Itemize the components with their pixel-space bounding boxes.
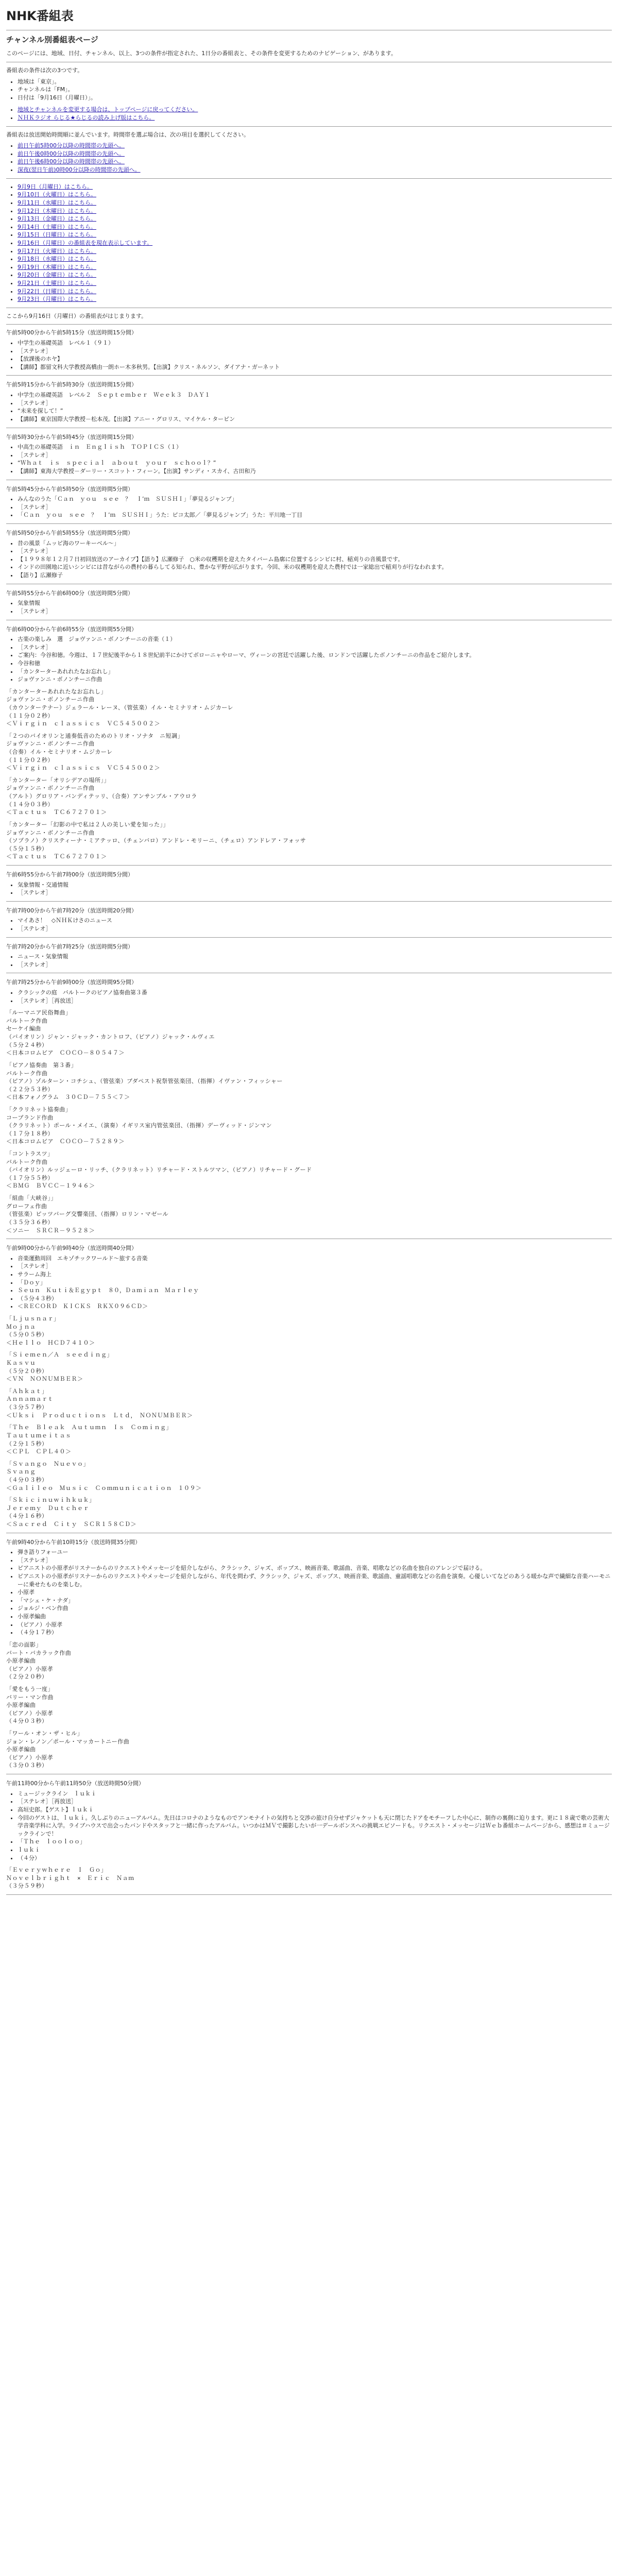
date-link[interactable]: 9月19日（木曜日）はこちら。 [18, 263, 96, 270]
program-detail: • 【講師】東京国際大学教授－松本茂。【出演】アニー・グロリス、マイケル・ターピン [18, 415, 612, 423]
program-time: 午前5時15分から午前5時30分（放送時間15分間） [6, 381, 137, 388]
music-line: グローフェ作曲 [6, 1202, 47, 1210]
music-line: （２分１５秒） [6, 1440, 48, 1447]
music-line: 小原孝編曲 [6, 1702, 36, 1709]
program-detail: • ［ステレオ］ [18, 961, 612, 969]
music-line: Ａｎｎａｍａｒｔ [6, 1396, 54, 1403]
time-nav-header: 番組表は放送開始時間順に並んでいます。時間帯を選ぶ場合は、次の項目を選択してください。 [6, 131, 250, 138]
music-line: ＜Ｓａｃｒｅｄ Ｃｉｔｙ ＳＣＲ１５８ＣＤ＞ [6, 1521, 136, 1528]
music-line: 「ワール・オン・ザ・ヒル」 [6, 1730, 83, 1737]
program-time: 午前5時50分から午前5時55分（放送時間5分間） [6, 530, 133, 537]
program-detail: • 高垣史郎。【ゲスト】ｌｕｋｉ [18, 1806, 612, 1814]
music-line: ＜Ｔａｃｔｕｓ ＴＣ６７２７０１＞ [6, 853, 107, 860]
program-details [6, 339, 612, 371]
program-detail: • 今回のゲストは、ｌｕｋｉ。久しぶりのニューアルバム。先日はコロナのようなものでアンモナイトの気持ちと交渉の旅け自分せずジャケットも天に閉じたドアをモチーフした中心に、制作の裏側に迫ります。更に１８歳で歌の芸術大学音楽学科に入学。ライブハウスで出会ったバンドやスタッフと一緒に作ったアルバム。いつかはＭＶで撮影したいが一デールボンスへの挑戦エピソードも。リクエスト・メッセージはＷｅｂ番組ホームページから、感想は＃ミュージックラインで！ [18, 1814, 612, 1838]
program-time: 午前9時40分から午前10時15分（放送時間35分間） [6, 1538, 141, 1546]
program-entry [6, 1780, 612, 1895]
music-line: （１４分０３秒） [6, 801, 54, 808]
program-detail: • 音楽運動周回 エキゾチックワールド～旅する音楽 [18, 1255, 612, 1263]
music-line: ＜Ｖｉｒｇｉｎ ｃｌａｓｓｉｃｓ ＶＣ５４５００２＞ [6, 765, 160, 772]
music-line: （５分１５秒） [6, 845, 48, 852]
music-block [6, 1009, 612, 1057]
music-block [6, 1460, 612, 1492]
music-line: 「Ｔｈｅ Ｂｌｅａｋ Ａｕｔｕｍｎ Ｉｓ Ｃｏｍｉｎｇ」 [6, 1424, 172, 1431]
music-line: ＜ソニー ＳＲＣＲ－９５２８＞ [6, 1227, 95, 1234]
program-detail: • 中学生の基礎英語 レベル２ Ｓｅｐｔｅｍｂｅｒ Ｗｅｅｋ３ ＤＡＹ１ [18, 391, 612, 399]
program-entry [6, 589, 612, 620]
intro-text: このページには、地域、日付、チャンネル、以上、3つの条件が指定された、1日分の番組表と、その条件を変更するためのナビゲーション、があります。 [6, 50, 397, 57]
program-detail: • 【講師】都留文科大学教授高橋由一朗ホー木多秋男。【出演】クリス・ネルソン、ダイアナ・ガーネット [18, 363, 612, 371]
program-entry [6, 1538, 612, 1774]
divider [6, 901, 612, 902]
music-line: （４分１６秒） [6, 1513, 48, 1520]
program-details [6, 635, 612, 684]
program-detail: • 「カンターターあれれたなお忘れし」 [18, 668, 612, 676]
music-line: Ｍｏｊｎａ [6, 1323, 36, 1330]
music-line: （３分５９秒） [6, 1883, 48, 1890]
condition-item: • 日付は「9月16日（月曜日）」。 [18, 94, 612, 102]
program-detail: • ［ステレオ］ [18, 503, 612, 512]
date-link[interactable]: 9月20日（金曜日）はこちら。 [18, 272, 96, 279]
program-detail: • 昔の風景「ムッピ海のワーキーベル～」 [18, 539, 612, 548]
program-detail: • みんなのうた「Ｃａｎ ｙｏｕ ｓｅｅ ？ Ｉ’ｍ ＳＵＳＨＩ」「夢見るジャンプ」 [18, 495, 612, 503]
program-list [6, 329, 612, 1895]
page-subtitle: チャンネル別番組表ページ [6, 35, 98, 45]
music-line: ＜Ｖｉｒｇｉｎ ｃｌａｓｓｉｃｓ ＶＣ５４５００２＞ [6, 720, 160, 727]
music-line: Ｓｖａｎｇ [6, 1468, 36, 1476]
program-detail: • ミュージックライン ｌｕｋｉ [18, 1790, 612, 1798]
music-line: 「２つのバイオリンと通奏低音のためのトリオ・ソナタ ニ短調」 [6, 732, 184, 739]
program-detail: • サラーム海上 [18, 1270, 612, 1279]
music-block [6, 1685, 612, 1725]
music-line: コープランド作曲 [6, 1114, 54, 1121]
divider [6, 324, 612, 325]
divider [6, 937, 612, 938]
program-detail: • ［ステレオ］ [18, 925, 612, 933]
program-entry [6, 907, 612, 938]
program-detail: • ［ステレオ］ [18, 1556, 612, 1565]
program-entry [6, 943, 612, 974]
music-line: （クラリネット）ポール・メイエ、（演奏）イギリス室内管弦楽団、（指揮）デーヴィッド・ジンマン [6, 1122, 272, 1129]
program-detail: • インドの田園地に近いシンビには昔ながらの農村の暮らしてる知られ、豊かな平野が広がります。今回、米の収穫期を迎えた農村では一家総出で稲刈りが行なわれます。 [18, 563, 612, 571]
music-line: 小原孝編曲 [6, 1657, 36, 1665]
music-line: 「恋の面影」 [6, 1641, 42, 1648]
program-entry [6, 485, 612, 524]
time-link[interactable]: 前日午後6時00分以降の時間帯の先頭へ。 [18, 158, 125, 165]
program-detail: • “未来を探して！” [18, 407, 612, 415]
program-detail: • 「Ｄｏｙ」 [18, 1279, 612, 1287]
music-line: （合奏）イル・セミナリオ・ムジカーレ [6, 749, 113, 756]
music-line: ＜Ｕｋｓｉ Ｐｒｏｄｕｃｔｉｏｎｓ Ｌｔｄ， ＮＯＮＵＭＢＥＲ＞ [6, 1412, 193, 1419]
music-line: 小原孝編曲 [6, 1746, 36, 1753]
date-link[interactable]: 9月15日（日曜日）はこちら。 [18, 231, 96, 239]
music-line: （４分０３秒） [6, 1718, 48, 1725]
program-detail: • ご案内：今谷和徳。今週は、１７世紀後半から１８世紀前半にかけてボローニャやローマ、ヴィーンの宮廷で活躍した後、ロンドンで活躍したボノンチーニの作品をご紹介します。 [18, 651, 612, 659]
conditions-header: 番組表の条件は次の3つです。 [6, 66, 83, 74]
music-line: （管弦楽）ピッツバーグ交響楽団、（指揮）ロリン・マゼール [6, 1211, 169, 1218]
program-detail: • ［ステレオ］ [18, 399, 612, 408]
music-line: （ピアノ）ゾルターン・コチシュ、（管弦楽）ブダペスト祝祭管弦楽団、（指揮）イヴァン・フィッシャー [6, 1078, 283, 1085]
program-detail: • ［ステレオ］ [18, 889, 612, 897]
music-line: （ピアノ）小原孝 [6, 1754, 54, 1761]
divider [6, 126, 612, 127]
music-line: 「カンターター「オリシデアの場所」」 [6, 776, 110, 784]
program-details [6, 391, 612, 423]
music-line: 「コントラスツ」 [6, 1150, 54, 1158]
music-line: Ｋａｓｖｕ [6, 1360, 36, 1367]
music-line: （１７分５５秒） [6, 1174, 54, 1181]
music-line: （ソプラノ）クリスティーナ・ミアテッロ、（チェンバロ）アンドレ・モリーニ、（チェロ）アンドレア・フォッサ [6, 837, 306, 844]
date-link[interactable]: 9月23日（月曜日）はこちら。 [18, 296, 96, 303]
condition-item: • 地域は「東京」。 [18, 78, 612, 86]
program-detail: • ジョヴァンニ・ボノンチーニ作曲 [18, 675, 612, 684]
music-block [6, 1150, 612, 1190]
music-line: ＜ＢＭＧ ＢＶＣＣ－１９４６＞ [6, 1182, 95, 1190]
music-line: 「ピアノ協奏曲 第３番」 [6, 1061, 77, 1069]
program-time: 午前9時00分から午前9時40分（放送時間40分間） [6, 1245, 137, 1252]
date-link[interactable]: 9月22日（日曜日）はこちら。 [18, 287, 96, 295]
music-line: （３５分３６秒） [6, 1218, 54, 1226]
program-detail: • ｌｕｋｉ [18, 1846, 612, 1854]
conditions-list [6, 78, 612, 102]
program-time: 午前5時55分から午前6時00分（放送時間5分間） [6, 589, 133, 597]
music-line: （２２分５３秒） [6, 1086, 54, 1093]
date-link[interactable]: 9月12日（木曜日）はこちら。 [18, 207, 96, 214]
program-details [6, 495, 612, 519]
date-link[interactable]: 9月17日（火曜日）はこちら。 [18, 247, 96, 255]
music-line: Ｎｏｖｅｌｂｒｉｇｈｔ × Ｅｒｉｃ Ｎａｍ [6, 1874, 134, 1882]
music-block [6, 1315, 612, 1347]
music-block [6, 1730, 612, 1770]
music-line: 「Ａｈｋａｔ」 [6, 1387, 48, 1395]
music-line: （３分５７秒） [6, 1404, 48, 1411]
music-line: セーケイ編曲 [6, 1025, 41, 1032]
program-detail: • ジョルジ・ベン作曲 [18, 1604, 612, 1613]
music-line: ジョヴァンニ・ボノンチーニ作曲 [6, 785, 95, 792]
music-line: （１１分０２秒） [6, 712, 54, 719]
program-entry [6, 381, 612, 428]
date-link[interactable]: 9月11日（水曜日）はこちら。 [18, 199, 96, 206]
program-details [6, 539, 612, 580]
music-line: バルトーク作曲 [6, 1158, 48, 1165]
music-block [6, 1866, 612, 1890]
music-line: 「組曲「大峡谷」」 [6, 1195, 57, 1202]
divider [6, 865, 612, 866]
program-time: 午前5時00分から午前5時15分（放送時間15分間） [6, 329, 137, 336]
music-line: ＜日本コロムビア ＣＯＣＯ－７５２８９＞ [6, 1138, 125, 1145]
program-detail: • Ｓｅｕｎ Ｋｕｔｉ＆Ｅｇｙｐｔ ８０，Ｄａｍｉａｎ Ｍａｒｌｅｙ [18, 1286, 612, 1295]
date-link[interactable]: 9月13日（金曜日）はこちら。 [18, 215, 96, 223]
program-detail: • 小原孝 [18, 1588, 612, 1597]
music-line: （５分０５秒） [6, 1331, 48, 1338]
music-line: （２分２０秒） [6, 1673, 48, 1681]
music-block [6, 1423, 612, 1455]
program-entry [6, 433, 612, 480]
date-nav-links [6, 183, 612, 303]
music-line: 「愛をもう一度」 [6, 1685, 54, 1692]
program-detail: • 「Ｔｈｅ ｌｏｏｌｏｏ」 [18, 1838, 612, 1846]
music-block [6, 1106, 612, 1146]
program-detail: • 気象情報・交通情報 [18, 881, 612, 889]
music-line: ＜ＣＰＬ ＣＰＬ４０＞ [6, 1448, 72, 1455]
music-block [6, 1351, 612, 1383]
music-line: バート・バカラック作曲 [6, 1649, 72, 1656]
program-detail: • ［ステレオ］［再放送］ [18, 1798, 612, 1806]
music-line: Ｊｅｒｅｍｙ Ｄｕｔｃｈｅｒ [6, 1504, 89, 1512]
program-time: 午前6時55分から午前7時00分（放送時間5分間） [6, 871, 133, 878]
music-line: （バイオリン）ルッジェーロ・リッチ、（クラリネット）リチャード・ストルツマン、（ピアノ）リチャード・グード [6, 1166, 312, 1174]
date-link[interactable]: 9月9日（月曜日）はこちら。 [18, 183, 93, 190]
program-details [6, 989, 612, 1005]
program-detail: • ＜ＲＥＣＯＲＤ ＫＩＣＫＳ ＲＫＸ０９６ＣＤ＞ [18, 1302, 612, 1311]
date-link[interactable]: 9月14日（土曜日）はこちら。 [18, 223, 96, 230]
condition-links [6, 106, 612, 122]
program-detail: • （ピアノ）小原孝 [18, 1621, 612, 1629]
music-line: 「Ｌｊｕｓｎａｒ」 [6, 1315, 60, 1322]
music-line: ジョン・レノン／ポール・マッカートニー作曲 [6, 1738, 130, 1745]
music-line: （５分２４秒） [6, 1041, 48, 1048]
program-time: 午前5時30分から午前5時45分（放送時間15分間） [6, 433, 137, 440]
program-detail: • 小原孝編曲 [18, 1613, 612, 1621]
music-line: 「カンターター「幻影の中で私は２人の美しい愛を知った」」 [6, 821, 169, 828]
time-link[interactable]: 前日午後0時00分以降の時間帯の先頭へ。 [18, 150, 125, 157]
music-line: （ピアノ）小原孝 [6, 1665, 54, 1672]
program-entry [6, 871, 612, 902]
divider [6, 375, 612, 376]
music-block [6, 1496, 612, 1528]
music-line: （アルト）グロリア・バンディテッリ、（合奏）アンサンブル・アウロラ [6, 793, 197, 800]
music-line: バルトーク作曲 [6, 1070, 48, 1077]
music-line: ＜Ｈｅｌｌｏ ＨＣＤ７４１０＞ [6, 1339, 95, 1346]
program-detail: • 気象情報 [18, 599, 612, 607]
music-line: Ｔａｕｔｕｍｅｉｔａｓ [6, 1432, 72, 1439]
program-details [6, 1548, 612, 1637]
program-detail: • ［ステレオ］ [18, 643, 612, 652]
time-link[interactable]: 深夜(翌日午前)0時00分以降の時間帯の先頭へ。 [18, 166, 141, 174]
program-detail: • 中高生の基礎英語 ｉｎ Ｅｎｇｌｉｓｈ ＴＯＰＩＣＳ（１） [18, 443, 612, 451]
program-entry [6, 625, 612, 866]
program-time: 午前11時00分から午前11時50分（放送時間50分間） [6, 1780, 144, 1787]
program-detail: • ピアニストの小原孝がリスナーからのリクエストやメッセージを紹介しながら、年代を問わず、クラシック、ジャズ、ポップス、映画音楽、歌謡曲、童謡唱歌などの名曲を演奏。心優しいてなどのあうる暖かな声で繊細な音楽ハーモニーに乗せたものを楽しむ。 [18, 1572, 612, 1588]
music-line: 「カンターターあれれたなお忘れし」 [6, 688, 107, 695]
program-detail: • （４分１７秒） [18, 1629, 612, 1637]
program-detail: • ［ステレオ］ [18, 1262, 612, 1270]
music-line: ＜日本フォノグラム ３０ＣＤ－７５５＜７＞ [6, 1094, 130, 1101]
program-detail: • ［ステレオ］ [18, 347, 612, 355]
program-details [6, 953, 612, 969]
program-detail: • 「マシェ・ケ・ナダ」 [18, 1597, 612, 1605]
date-link[interactable]: 9月10日（火曜日）はこちら。 [18, 191, 96, 198]
music-line: 「Ｅｖｅｒｙｗｈｅｒｅ Ｉ Ｇｏ」 [6, 1867, 107, 1874]
music-line: 「ルーマニア民俗舞曲」 [6, 1009, 72, 1016]
program-detail: • 弾き語りフォーユー [18, 1548, 612, 1556]
program-detail: • ［ステレオ］ [18, 607, 612, 616]
radiru-link[interactable]: ＮＨＫラジオ らじる★らじるの読み上げ版はこちら。 [18, 114, 155, 122]
music-line: ジョヴァンニ・ボノンチーニ作曲 [6, 740, 95, 748]
music-line: ＜ＶＮ ＮＯＮＵＭＢＥＲ＞ [6, 1376, 83, 1383]
date-link[interactable]: 9月21日（土曜日）はこちら。 [18, 280, 96, 286]
program-detail: • “Ｗｈａｔ ｉｓ ｓｐｅｃｉａｌ ａｂｏｕｔ ｙｏｕｒ ｓｃｈｏｏｌ？” [18, 459, 612, 467]
program-detail: • 【講師】東海大学教授－ダーリー・スコット・フィーン。【出演】サンディ・スカイ、古田和乃 [18, 467, 612, 476]
music-block [6, 1061, 612, 1101]
music-line: バルトーク作曲 [6, 1017, 48, 1024]
music-line: バリー・マン作曲 [6, 1693, 54, 1701]
program-time: 午前7時25分から午前9時00分（放送時間95分間） [6, 979, 137, 986]
listing-header: ここから9月16日（月曜日）の番組表がはじまります。 [6, 312, 147, 319]
music-line: （５分２０秒） [6, 1367, 48, 1375]
music-block [6, 1194, 612, 1234]
program-details [6, 1790, 612, 1862]
program-detail: • クラシックの庭 バルトークのピアノ協奏曲第３番 [18, 989, 612, 997]
program-detail: • ［ステレオ］ [18, 451, 612, 460]
program-details [6, 1255, 612, 1311]
program-detail: • マイあさ！ ◇ＮＨＫけさのニュース [18, 917, 612, 925]
music-line: （４分０３秒） [6, 1476, 48, 1483]
music-line: （１７分１８秒） [6, 1130, 54, 1137]
music-line: （３分０３秒） [6, 1762, 48, 1769]
music-line: ジョヴァンニ・ボノンチーニ作曲 [6, 696, 95, 703]
divider [6, 178, 612, 179]
program-detail: • ニュース・気象情報 [18, 953, 612, 961]
music-block [6, 1387, 612, 1419]
divider [6, 523, 612, 524]
program-details [6, 917, 612, 933]
music-line: （カウンターテナー）ジェラール・レーヌ、（管弦楽）イル・セミナリオ・ムジカーレ [6, 704, 234, 711]
program-details [6, 599, 612, 615]
program-entry [6, 978, 612, 1239]
program-detail: • 古楽の楽しみ 選 ジョヴァンニ・ボノンチーニの音楽（１） [18, 635, 612, 643]
music-block [6, 732, 612, 772]
program-detail: • 【放課後のホヤ】 [18, 355, 612, 363]
date-link[interactable]: 9月18日（水曜日）はこちら。 [18, 256, 96, 263]
program-time: 午前7時00分から午前7時20分（放送時間20分間） [6, 907, 137, 914]
program-details [6, 443, 612, 475]
program-time: 午前5時45分から午前5時50分（放送時間5分間） [6, 485, 133, 493]
music-line: ＜Ｔａｃｔｕｓ ＴＣ６７２７０１＞ [6, 809, 107, 816]
date-link[interactable]: 9月16日（月曜日）の番組表を現在表示しています。 [18, 239, 153, 246]
music-line: 「Ｓｋｉｃｉｎｕｗｉｈｋｕｋ」 [6, 1497, 95, 1504]
music-line: （１１分０２秒） [6, 756, 54, 764]
divider [6, 1894, 612, 1895]
program-time: 午前6時00分から午前6時55分（放送時間55分間） [6, 625, 137, 633]
program-detail: • （５分４３秒） [18, 1295, 612, 1303]
music-block [6, 821, 612, 861]
music-block [6, 1641, 612, 1681]
program-details [6, 881, 612, 897]
program-entry [6, 1244, 612, 1533]
program-time: 午前7時20分から午前7時25分（放送時間5分間） [6, 943, 133, 950]
music-line: 「クラリネット協奏曲」 [6, 1106, 72, 1113]
music-line: （バイオリン）ジャン・ジャック・カントロフ、（ピアノ）ジャック・ルヴィエ [6, 1033, 215, 1041]
music-line: ジョヴァンニ・ボノンチーニ作曲 [6, 829, 95, 836]
music-line: （ピアノ）小原孝 [6, 1709, 54, 1717]
music-block [6, 776, 612, 817]
program-detail: • 中学生の基礎英語 レベル１（９１） [18, 339, 612, 347]
music-line: 「Ｓｉｅｍｅｎ／Ａ ｓｅｅｄｉｎｇ」 [6, 1351, 113, 1359]
program-entry [6, 529, 612, 584]
program-detail: • ［ステレオ］ [18, 547, 612, 555]
program-detail: • 「Ｃａｎ ｙｏｕ ｓｅｅ ？ Ｉ’ｍ ＳＵＳＨＩ」うた：ピコ太郎／「夢見るジャンプ」うた：平川地一丁目 [18, 511, 612, 519]
music-block [6, 688, 612, 728]
music-line: 「Ｓｖａｎｇｏ Ｎｕｅｖｏ」 [6, 1460, 89, 1467]
program-detail: • 【語り】広瀬修子 [18, 571, 612, 580]
music-line: ＜日本コロムビア ＣＯＣＯ－８０５４７＞ [6, 1049, 125, 1057]
program-detail: • （４分） [18, 1854, 612, 1862]
music-line: ＜Ｇａｌｉｌｅｏ Ｍｕｓｉｃ Ｃｏｍｍｕｎｉｃａｔｉｏｎ １０９＞ [6, 1484, 202, 1492]
program-entry [6, 329, 612, 376]
program-detail: • ピアニストの小原孝がリスナーからのリクエストやメッセージを紹介しながら、クラシック、ジャズ、ポップス、映画音楽、歌謡曲、音楽、唱歌などの名曲を独自のアレンジで届ける。 [18, 1564, 612, 1572]
page-title: NHK番組表 [6, 9, 74, 23]
program-detail: • 今谷和徳 [18, 659, 612, 668]
program-detail: • 【１９９８年１２月７日初回放送のアーカイブ】【語り】広瀬修子 ○米の収穫期を迎えたタイバーム島廓に位置するシンビに村、稲刈りの音風景です。 [18, 555, 612, 564]
time-nav-links [6, 142, 612, 174]
time-link[interactable]: 前日午前5時00分以降の時間帯の先頭へ。 [18, 142, 125, 149]
program-detail: • ［ステレオ］［再放送］ [18, 997, 612, 1005]
top-page-link[interactable]: 地域とチャンネルを変更する場合は、トップページに戻ってください。 [18, 106, 198, 113]
condition-item: • チャンネルは「FM」。 [18, 86, 612, 94]
